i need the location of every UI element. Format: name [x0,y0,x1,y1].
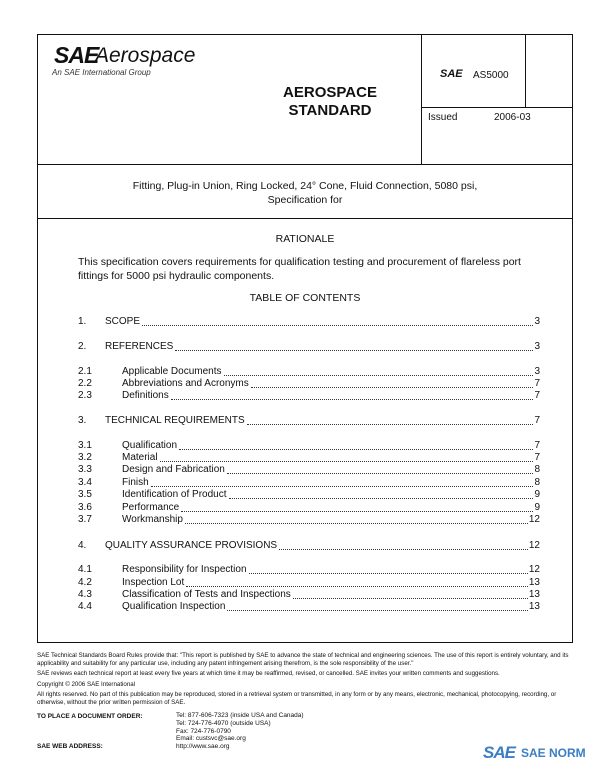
toc-entry-label: Identification of Product [122,489,227,500]
toc-leader-dots [293,589,528,599]
toc-leader-dots [229,489,534,499]
toc-entry-page: 9 [534,489,540,500]
toc-entry-page: 13 [528,577,540,588]
toc-entry[interactable] [78,489,540,502]
toc-entry-label: Performance [122,502,180,513]
issued-label: Issued [428,112,458,123]
toc-entry-label: TECHNICAL REQUIREMENTS [105,415,245,426]
toc-entry-page: 7 [534,452,540,463]
toc-entry-page: 9 [534,502,540,513]
order-fax: Fax: 724-776-0790 [176,727,231,735]
toc-entry-page: 7 [534,378,540,389]
toc-entry-number: 3. [78,415,87,426]
toc-entry-page: 12 [528,514,540,525]
toc-entry-label: Inspection Lot [122,577,185,588]
toc-entry-number: 3.1 [78,440,92,451]
toc-entry-number: 4.4 [78,601,92,612]
toc-entry-page: 12 [528,564,540,575]
toc-entry-label: Design and Fabrication [122,464,225,475]
footer-copyright: Copyright © 2006 SAE International [37,681,136,688]
toc-entry-page: 8 [534,477,540,488]
toc-leader-dots [175,341,533,351]
logo-tagline: An SAE International Group [52,68,151,77]
toc-entry-number: 4.2 [78,577,92,588]
toc-entry[interactable] [78,514,540,527]
toc-entry[interactable] [78,415,540,428]
toc-leader-dots [179,440,533,450]
toc-leader-dots [249,564,528,574]
toc-entry-page: 7 [534,440,540,451]
toc-entry-label: Definitions [122,390,169,401]
toc-entry-number: 3.2 [78,452,92,463]
toc-entry[interactable] [78,564,540,577]
toc-entry-label: Finish [122,477,149,488]
toc-leader-dots [279,540,528,550]
toc-entry-label: SCOPE [105,316,141,327]
toc-entry-number: 3.5 [78,489,92,500]
toc-entry-label: Classification of Tests and Inspections [122,589,291,600]
toc-entry-label: REFERENCES [105,341,174,352]
order-label: TO PLACE A DOCUMENT ORDER: [37,713,143,720]
toc-leader-dots [171,390,534,400]
order-contacts [176,712,304,743]
toc-leader-dots [247,415,534,425]
toc-entry-number: 2.3 [78,390,92,401]
toc-leader-dots [251,378,534,388]
docnum-box-mid-rule [421,107,573,108]
sae-norm-logo-icon: SAE [483,743,515,762]
sae-norm-text: SAE NORM [521,746,586,760]
toc-entry-page: 12 [528,540,540,551]
toc-entry[interactable] [78,316,540,329]
web-address-link[interactable]: http://www.sae.org [176,743,230,750]
rationale-text: This specification covers requirements for qualification testing and procurement of flareless port fittings for 5000 psi hydraulic components. [78,256,521,282]
toc-leader-dots [151,477,534,487]
toc-entry-number: 2.2 [78,378,92,389]
toc-entry[interactable] [78,341,540,354]
document-type: AEROSPACE STANDARD [283,84,377,119]
toc-entry-page: 7 [534,390,540,401]
toc-entry-number: 3.7 [78,514,92,525]
toc-entry-page: 3 [534,316,540,327]
toc-entry-label: QUALITY ASSURANCE PROVISIONS [105,540,278,551]
rationale-heading: RATIONALE [275,233,335,245]
toc-entry-page: 3 [534,366,540,377]
toc-entry-page: 7 [534,415,540,426]
docnum-box-left-rule [421,34,422,164]
toc-entry-number: 4.3 [78,589,92,600]
toc-leader-dots [181,502,533,512]
toc-entry-page: 13 [528,601,540,612]
toc-entry-page: 13 [528,589,540,600]
toc-leader-dots [224,366,534,376]
toc-entry-label: Applicable Documents [122,366,222,377]
toc-entry-number: 3.4 [78,477,92,488]
docnum-box-inner-rule [525,34,526,108]
toc-entry[interactable] [78,390,540,403]
toc-entry-number: 1. [78,316,87,327]
toc-leader-dots [227,601,527,611]
toc-leader-dots [227,464,534,474]
toc-entry-number: 2.1 [78,366,92,377]
order-email[interactable]: Email: custsvc@sae.org [176,735,246,743]
header-bottom-rule [37,164,573,165]
toc-entry-label: Responsibility for Inspection [122,564,247,575]
toc-entry[interactable] [78,464,540,477]
toc-entry-label: Abbreviations and Acronyms [122,378,249,389]
toc-entry-label: Material [122,452,158,463]
footer-rights-text: All rights reserved. No part of this publication may be reproduced, stored in a retrieval system or transmitted, in any form or by any means, electronic, mechanical, photocopying, recording, or otherwise, without the prior written permission of SAE. [37,691,557,706]
toc-entry-number: 2. [78,341,87,352]
issued-date: 2006-03 [494,112,531,123]
footer-review-text: SAE reviews each technical report at least every five years at which time it may be reaffirmed, revised, or cancelled. SAE invites your written comments and suggestions. [37,670,500,677]
toc-entry-page: 3 [534,341,540,352]
order-tel-inside: Tel: 877-606-7323 (inside USA and Canada) [176,712,304,719]
aerospace-logo-text: Aerospace [95,44,196,67]
toc-entry-number: 3.6 [78,502,92,513]
title-bottom-rule [37,218,573,219]
toc-entry-page: 8 [534,464,540,475]
toc-entry-number: 4.1 [78,564,92,575]
sae-small-mark: SAE [440,68,463,80]
web-address-label: SAE WEB ADDRESS: [37,743,103,750]
toc-heading: TABLE OF CONTENTS [249,292,361,304]
toc-entry-label: Qualification Inspection [122,601,226,612]
document-number: AS5000 [473,70,509,81]
sae-logo-mark: SAE [54,42,99,68]
document-title: Fitting, Plug-in Union, Ring Locked, 24° Cone, Fluid Connection, 5080 psi, Specification for [132,180,478,206]
toc-entry-number: 3.3 [78,464,92,475]
toc-leader-dots [185,514,528,524]
toc-entry-number: 4. [78,540,87,551]
toc-leader-dots [160,452,534,462]
toc-entry-label: Qualification [122,440,178,451]
toc-leader-dots [142,316,533,326]
toc-entry[interactable] [78,601,540,614]
toc-entry[interactable] [78,540,540,553]
footer-rules-text: SAE Technical Standards Board Rules provide that: "This report is published by SAE to advance the state of technical and engineering sciences. The use of this report is entirely voluntary, and its applicability and suitability for any particular use, including any patent infringement arising therefrom, is the sole responsibility of the user." [37,652,569,667]
toc-entry-label: Workmanship [122,514,183,525]
order-tel-outside: Tel: 724-776-4970 (outside USA) [176,719,271,727]
toc-leader-dots [186,577,528,587]
